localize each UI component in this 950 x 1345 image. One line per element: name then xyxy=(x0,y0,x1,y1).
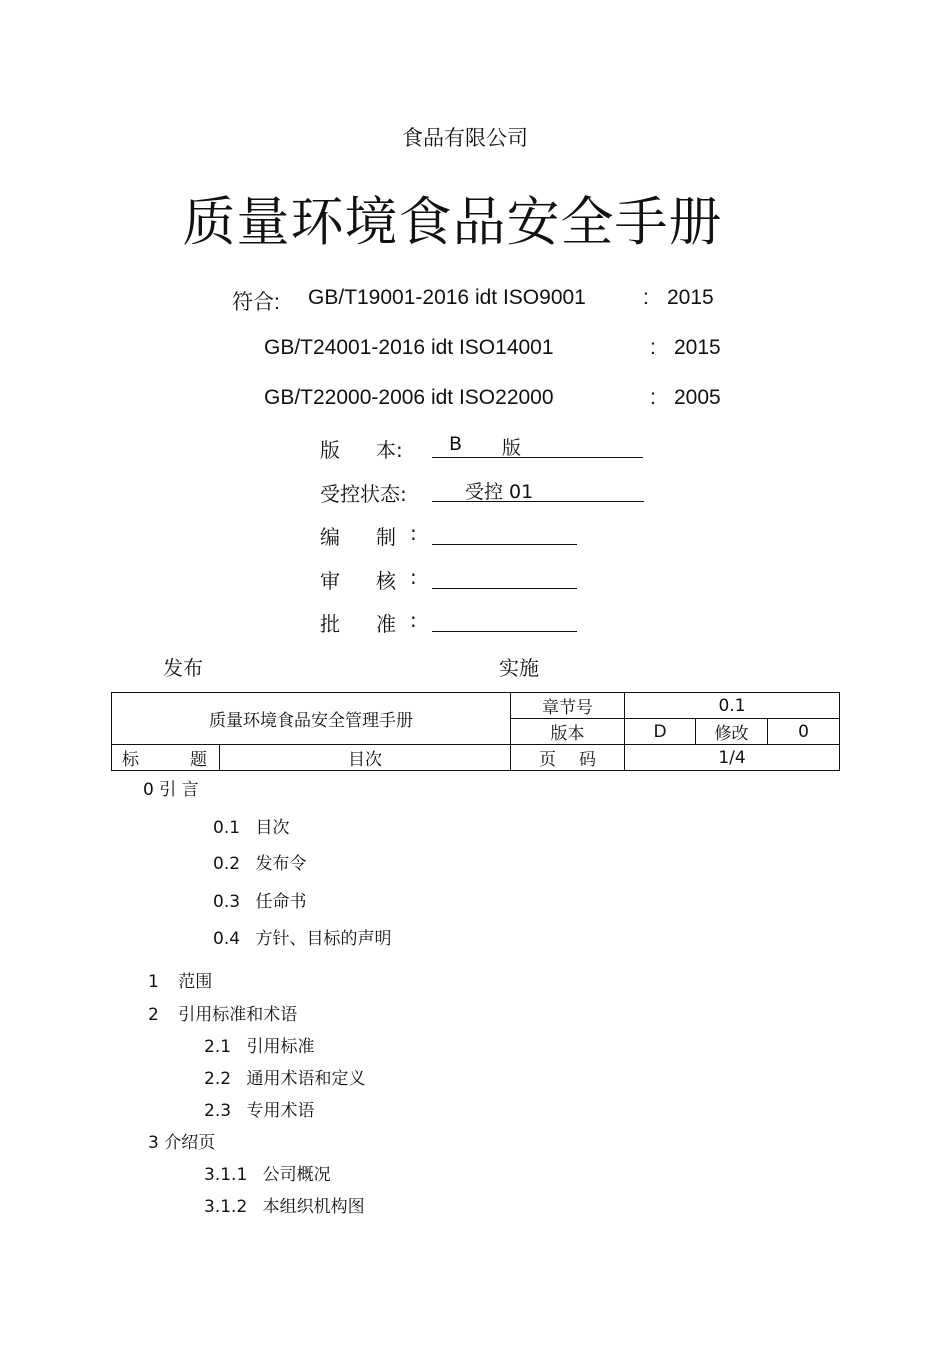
toc-item-text: 发布令 xyxy=(255,854,307,874)
toc-item-number: 0.3 xyxy=(213,892,241,912)
subject-label-cell xyxy=(112,745,220,771)
toc-section-number: 2 xyxy=(148,1005,159,1025)
publish-label: 发布 xyxy=(163,656,203,680)
page-label-a: 页 xyxy=(539,750,556,770)
version-label-a: 版 xyxy=(320,438,340,462)
chapter-value-cell: 0.1 xyxy=(625,693,840,719)
standard-1-sep: : xyxy=(643,286,649,309)
toc-item-number: 0.1 xyxy=(213,818,241,838)
compile-label-b: 制 xyxy=(376,525,396,549)
toc-item-number: 2.3 xyxy=(204,1101,232,1121)
compile-field[interactable] xyxy=(432,520,577,545)
toc-section-0[interactable]: 0 引 言 xyxy=(143,780,199,800)
toc-item-text: 任命书 xyxy=(255,892,307,912)
chapter-label-cell: 章节号 xyxy=(511,693,625,719)
version-label-cell: 版本 xyxy=(511,719,625,745)
subject-label-a: 标 xyxy=(122,750,139,770)
toc-item-2-2[interactable] xyxy=(204,1064,365,1089)
version-field[interactable] xyxy=(432,433,643,458)
approve-colon: : xyxy=(410,608,417,632)
manual-title: 质量环境食品安全手册 xyxy=(182,192,723,253)
page-value-cell: 1/4 xyxy=(625,745,840,771)
approve-label-b: 准 xyxy=(376,612,396,636)
toc-section-1[interactable] xyxy=(148,967,212,992)
approve-field[interactable] xyxy=(432,607,577,632)
toc-item-text: 目次 xyxy=(255,818,290,838)
compile-label-a: 编 xyxy=(320,525,340,549)
toc-section-2[interactable] xyxy=(148,1000,297,1025)
company-name: 食品有限公司 xyxy=(402,126,528,150)
toc-item-text: 引用标准 xyxy=(246,1037,315,1057)
approve-label-a: 批 xyxy=(320,612,340,636)
toc-item-2-3[interactable] xyxy=(204,1096,314,1121)
toc-item-text: 本组织机构图 xyxy=(262,1197,365,1217)
toc-item-0-2[interactable] xyxy=(213,849,306,874)
toc-item-number: 2.1 xyxy=(204,1037,232,1057)
subject-label-b: 题 xyxy=(190,750,207,770)
control-value: 受控 01 xyxy=(465,481,534,503)
toc-section-text: 范围 xyxy=(178,972,213,992)
toc-item-number: 2.2 xyxy=(204,1069,232,1089)
standard-3-code: GB/T22000-2006 idt ISO22000 xyxy=(264,386,554,409)
toc-section-text: 引用标准和术语 xyxy=(178,1005,298,1025)
review-colon: : xyxy=(410,565,417,589)
toc-item-0-1[interactable] xyxy=(213,813,289,838)
toc-section-number: 1 xyxy=(148,972,159,992)
toc-item-number: 3.1.2 xyxy=(204,1197,248,1217)
standard-2-code: GB/T24001-2016 idt ISO14001 xyxy=(264,336,554,359)
page-label-cell xyxy=(511,745,625,771)
toc-item-text: 通用术语和定义 xyxy=(246,1069,366,1089)
toc-item-number: 3.1.1 xyxy=(204,1165,248,1185)
version-label-b: 本: xyxy=(376,438,403,462)
standard-3-year: 2005 xyxy=(674,386,721,409)
toc-section-3[interactable]: 3 介绍页 xyxy=(148,1133,216,1153)
review-field[interactable] xyxy=(432,564,577,589)
compile-colon: : xyxy=(410,521,417,545)
version-value-cell: D xyxy=(625,719,696,745)
standard-1-year: 2015 xyxy=(667,286,714,309)
review-label-a: 审 xyxy=(320,569,340,593)
toc-item-number: 0.2 xyxy=(213,854,241,874)
document-header-table xyxy=(111,692,840,771)
standard-1-code: GB/T19001-2016 idt ISO9001 xyxy=(308,286,586,309)
toc-item-3-1-1[interactable] xyxy=(204,1160,331,1185)
toc-item-text: 方针、目标的声明 xyxy=(255,929,392,949)
toc-item-3-1-2[interactable] xyxy=(204,1192,365,1217)
toc-item-text: 公司概况 xyxy=(262,1165,331,1185)
version-value-b: 版 xyxy=(502,437,522,459)
standard-2-sep: : xyxy=(650,336,656,359)
toc-item-2-1[interactable] xyxy=(204,1032,314,1057)
standard-3-sep: : xyxy=(650,386,656,409)
control-field[interactable] xyxy=(432,477,644,502)
version-value-a: B xyxy=(449,433,463,455)
revision-value-cell: 0 xyxy=(768,719,840,745)
review-label-b: 核 xyxy=(376,569,396,593)
toc-item-0-3[interactable] xyxy=(213,887,306,912)
toc-item-number: 0.4 xyxy=(213,929,241,949)
doc-name-cell: 质量环境食品安全管理手册 xyxy=(112,693,511,745)
implement-label: 实施 xyxy=(499,656,539,680)
standard-2-year: 2015 xyxy=(674,336,721,359)
compliance-label: 符合: xyxy=(232,291,280,314)
control-label: 受控状态: xyxy=(320,482,407,506)
toc-item-0-4[interactable] xyxy=(213,924,391,949)
page-label-b: 码 xyxy=(579,750,596,770)
revision-label-cell: 修改 xyxy=(696,719,768,745)
subject-value-cell: 目次 xyxy=(220,745,511,771)
toc-item-text: 专用术语 xyxy=(246,1101,315,1121)
